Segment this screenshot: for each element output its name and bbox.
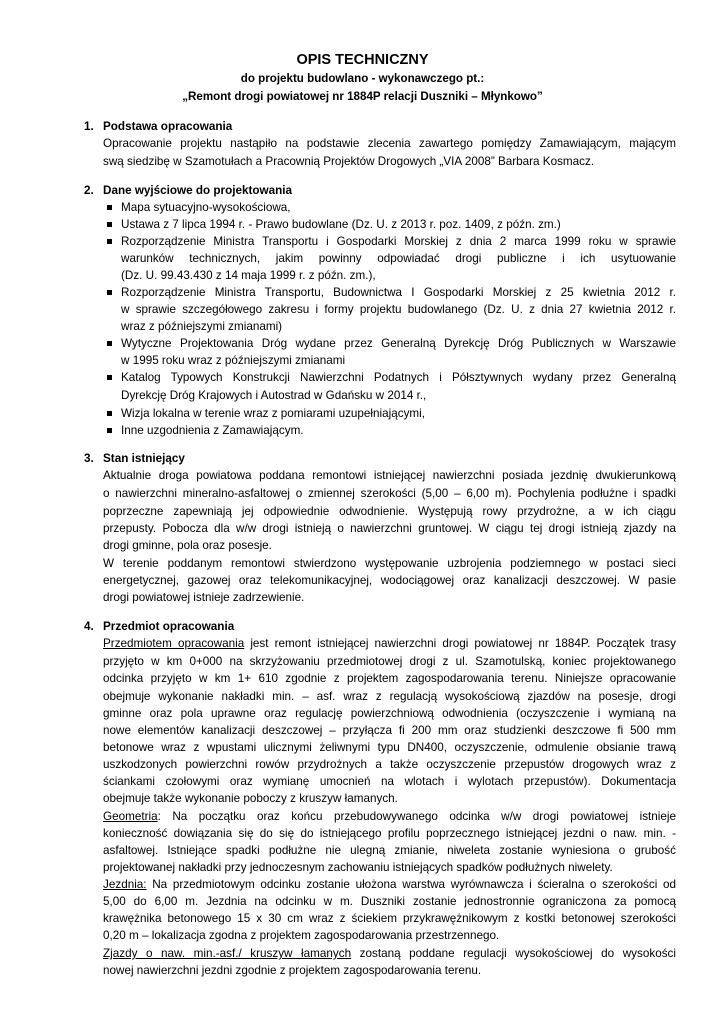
list-item: Katalog Typowych Konstrukcji Nawierzchni Podatnych i Półsztywnych wydany przez Generalną (121, 371, 676, 384)
paragraph-text: jest remont istniejącej nawierzchni drogi powiatowej nr 1884P. Początek trasy (244, 637, 676, 650)
section-heading-4 (84, 620, 234, 633)
section-number: 1. (84, 120, 94, 133)
list-item: Mapa sytuacyjno-wysokościowa, (121, 201, 291, 214)
paragraph-line: przyjęto w km 0+000 na skrzyżowaniu przedmiotowej drogi z ul. Szamotulską, koniec projektowanego (103, 655, 676, 668)
bullet-square-icon (103, 233, 123, 251)
section-heading-3 (84, 452, 185, 465)
paragraph-line: obejmuje wykonanie nakładki min. – asf. wraz z regulacją wysokościową zjazdów na posesje, drogi (103, 690, 676, 703)
paragraph-line: 0,20 m – lokalizacja zgodna z projektem zagospodarowania przestrzennego. (103, 929, 500, 942)
list-item-line: warunków technicznych, jakim powinny odpowiadać drogi publiczne i ich usytuowanie (121, 252, 676, 265)
bullet-square-icon (103, 284, 123, 302)
section-title: Podstawa opracowania (103, 120, 233, 133)
list-item: Rozporządzenie Ministra Transportu, Budownictwa I Gospodarki Morskiej z 25 kwietnia 2012 r. (121, 286, 676, 299)
list-item-line: (Dz. U. 99.43.430 z 14 maja 1999 r. z późn. zm.), (121, 269, 376, 282)
section-title: Stan istniejący (103, 452, 185, 465)
paragraph-line: drogi powiatowej istnieje zadrzewienie. (103, 591, 305, 604)
paragraph-line (103, 808, 676, 826)
paragraph-line: gminne oraz pola uprawne oraz regulację powierzchniową odwodnienia (oczyszczenie i wymianą na (103, 707, 676, 720)
paragraph-line: projektowanej nakładki przy jednoczesnym zachowaniu istniejących spadków podłużnych niwelety. (103, 861, 613, 874)
list-item-line: wraz z późniejszymi zmianami) (121, 320, 283, 333)
paragraph-line: swą siedzibę w Szamotułach a Pracownią Projektów Drogowych „VIA 2008” Barbara Kosmacz. (103, 155, 595, 168)
paragraph-line (103, 635, 676, 653)
paragraph-line: drogi gminne, pola oraz posesje. (103, 539, 272, 552)
section-number: 3. (84, 452, 94, 465)
section-title: Dane wyjściowe do projektowania (103, 184, 292, 197)
bullet-square-icon (103, 199, 123, 217)
list-item-line: w 1995 roku wraz z późniejszymi zmianami (121, 354, 346, 367)
list-item: Wizja lokalna w terenie wraz z pomiarami uzupełniającymi, (121, 407, 425, 420)
paragraph-line (103, 876, 676, 894)
paragraph-text: : Na początku oraz końcu przebudowywanego odcinka w/w drogi powiatowej istnieje (157, 810, 676, 823)
paragraph-line: ściankami czołowymi oraz wymianę umocnień na wlotach i wylotach przepustów). Dokumentacja (103, 775, 676, 788)
paragraph-label: Zjazdy o naw. min.-asf./ kruszyw łamanych (103, 947, 352, 960)
paragraph-text: Na przedmiotowym odcinku zostanie ułożona warstwa wyrównawcza i ścieralna o szerokości od (146, 878, 676, 891)
paragraph-line: Aktualnie droga powiatowa poddana remontowi istniejącej nawierzchni posiada jezdnię dwukierunkową (103, 469, 676, 482)
section-title: Przedmiot opracowania (103, 620, 235, 633)
paragraph-line: 5,00 do 6,00 m. Jezdnia na odcinku w m. Duszniki zostanie jednostronnie ograniczona za pomocą (103, 895, 676, 908)
bullet-square-icon (103, 335, 123, 353)
bullet-square-icon (103, 422, 123, 440)
project-name: „Remont drogi powiatowej nr 1884P relacji Duszniki – Młynkowo” (182, 90, 543, 103)
paragraph-text: zostaną poddane regulacji wysokościowej do wysokości (351, 947, 676, 960)
paragraph-line (103, 945, 676, 963)
paragraph-line: nowej nawierzchni jezdni zgodnie z projektem zagospodarowania terenu. (103, 964, 482, 977)
paragraph-line: odcinka przyjęto w km 1+ 610 zgodnie z projektem zagospodarowania terenu. Niniejsze opracowanie (103, 672, 676, 685)
section-heading-2 (84, 184, 292, 197)
paragraph-label: Przedmiotem opracowania (103, 637, 245, 650)
bullet-square-icon (103, 369, 123, 387)
paragraph-line: betonowe wraz z wpustami ulicznymi żeliwnymi typu DN400, oczyszczenie, odmulenie obsianie trawą (103, 741, 676, 754)
list-item: Rozporządzenie Ministra Transportu i Gospodarki Morskiej z dnia 2 marca 1999 roku w sprawie (121, 235, 676, 248)
document-subtitle: do projektu budowlano - wykonawczego pt.: (240, 72, 485, 85)
paragraph-line: Opracowanie projektu nastąpiło na podstawie zlecenia zawartego pomiędzy Zamawiającym, mającym (103, 137, 676, 150)
paragraph-line: o nawierzchni mineralno-asfaltowej o zmiennej szerokości (5,00 – 6,00 m). Pochylenia podłużne i spadki (103, 487, 676, 500)
list-item: Inne uzgodnienia z Zamawiającym. (121, 424, 304, 437)
paragraph-line: nowe elementów kanalizacji deszczowej – przyłącza fi 200 mm oraz studzienki deszczowe fi 500 mm (103, 724, 676, 737)
paragraph-label: Jezdnia: (103, 878, 147, 891)
paragraph-label: Geometria (103, 810, 158, 823)
section-number: 4. (84, 620, 94, 633)
list-item-line: w sprawie szczegółowego zakresu i formy projektu budowlanego (Dz. U. z dnia 27 kwietnia 2012 r. (121, 303, 676, 316)
paragraph-line: energetycznej, gazowej oraz telekomunikacyjnej, wodociągowej oraz kanalizacji deszczowej. W pasie (103, 574, 676, 587)
bullet-square-icon (103, 405, 123, 423)
document-title: OPIS TECHNICZNY (296, 52, 429, 68)
bullet-square-icon (103, 216, 123, 234)
paragraph-line: uszkodzonych powierzchni rowów przydrożnych a także oczyszczenie przepustów drogowych wraz z (103, 758, 676, 771)
paragraph-line: asfaltowej. Istniejące spadki podłużne nie ulegną zmianie, niweleta zostanie wyniesiona o grubość (103, 844, 676, 857)
paragraph-line: krawężnika betonowego 15 x 30 cm wraz z ściekiem przykrawężnikowym z kostki betonowej szerokości (103, 912, 676, 925)
section-heading-1 (84, 120, 232, 133)
paragraph-line: poprzeczne zapewniają jej odpowiednie odwodnienie. Występują rowy przydrożne, a w ich ciągu (103, 505, 676, 518)
paragraph-line: obejmuje także wykonanie poboczy z kruszyw łamanych. (103, 792, 398, 805)
paragraph-line: przepusty. Pobocza dla w/w drogi istnieją o nawierzchni gruntowej. W ciągu tej drogi istnieją zjazdy na (103, 522, 676, 535)
section-number: 2. (84, 184, 94, 197)
list-item: Wytyczne Projektowania Dróg wydane przez Generalną Dyrekcję Dróg Publicznych w Warszawie (121, 337, 676, 350)
paragraph-line: konieczność dowiązania się do się do istniejącego profilu poprzecznego istniejącej jezdni o naw. min. - (103, 827, 676, 840)
paragraph-line: W terenie poddanym remontowi stwierdzono występowanie uzbrojenia podziemnego w postaci sieci (103, 557, 676, 570)
list-item-line: Dyrekcję Dróg Krajowych i Autostrad w Gdańsku w 2014 r., (121, 389, 427, 402)
list-item: Ustawa z 7 lipca 1994 r. - Prawo budowlane (Dz. U. z 2013 r. poz. 1409, z późn. zm.) (121, 218, 561, 231)
